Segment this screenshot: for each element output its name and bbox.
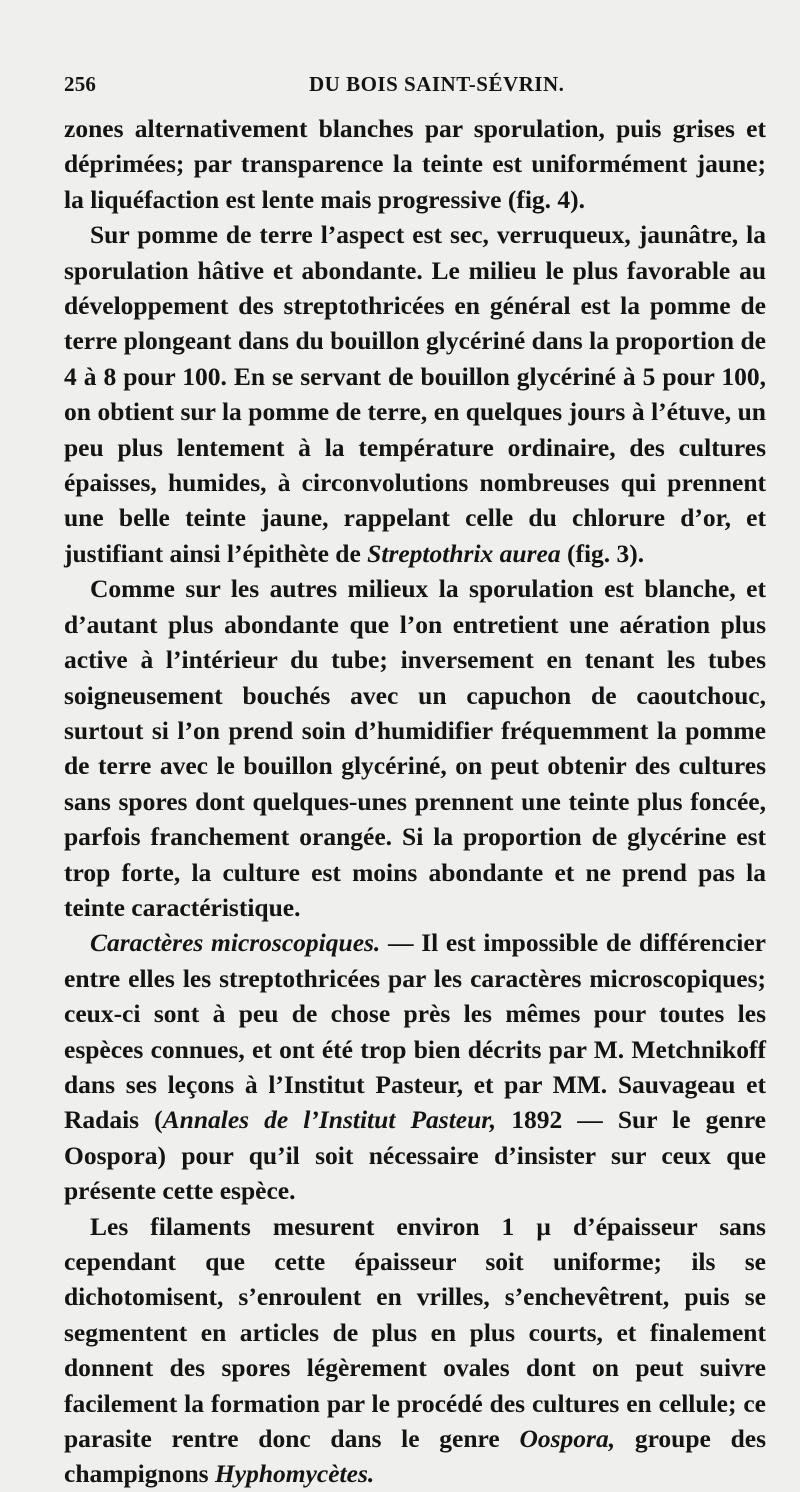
paragraph-text: 1892 — Sur le genre Oospora) pour qu’il soit nécessaire d’insister sur ceux que présente cette espèce. [64,1105,766,1206]
genus-name: Oospora, [519,1424,616,1454]
paragraph-text: Sur pomme de terre l’aspect est sec, verruqueux, jaunâtre, la sporulation hâtive et abondante. Le milieu le plus favorable au développement des streptothricées en général est la pomme de terre plongeant dans du bouillon glycériné dans la proportion de 4 à 8 pour 100. En se servant de bouillon glycériné à 5 pour 100, on obtient sur la pomme de terre, en quelques jours à l’étuve, un peu plus lentement à la température ordinaire, des cultures épaisses, humides, à circonvolutions nombreuses qui prennent une belle teinte jaune, rappelant celle du chlorure d’or, et justifiant ainsi l’épithète de [64,220,766,568]
citation-title: Annales de l’Institut Pasteur, [162,1105,497,1135]
page-body [64,111,766,1492]
paragraph [64,217,766,571]
group-name: Hyphomycètes. [214,1459,375,1489]
section-lead: Caractères microscopiques. [90,928,381,958]
paragraph-text: Les filaments mesurent environ 1 µ d’épaisseur sans cependant que cette épaisseur soit uniforme; ils se dichotomisent, s’enroulent en vrilles, s’enchevêtrent, puis se segmentent en articles de plus en plus courts, et finalement donnent des spores légèrement ovales dont on peut suivre facilement la formation par le procédé des cultures en cellule; ce parasite rentre donc dans le genre [64,1211,766,1454]
paragraph-text: zones alternativement blanches par sporulation, puis grises et déprimées; par transparence la teinte est uniformément jaune; la liquéfaction est lente mais progressive (fig. 4). [64,114,766,214]
paragraph [64,925,766,1208]
page-number: 256 [64,72,97,96]
paragraph-text: groupe des champignons [64,1424,766,1489]
paragraph [64,111,766,217]
species-name: Streptothrix aurea [367,538,561,568]
paragraph [64,1209,766,1492]
page-header [64,72,766,97]
paragraph [64,571,766,925]
paragraph-text: (fig. 3). [560,538,645,568]
running-title: DU BOIS SAINT-SÉVRIN. [309,72,565,96]
paragraph-text: — Il est impossible de différencier entre elles les streptothricées par les caractères microscopiques; ceux-ci sont à peu de chose près les mêmes pour toutes les espèces connues, et ont été trop bien décrits par M. Metchnikoff dans ses leçons à l’Institut Pasteur, et par MM. Sauvageau et Radais ( [64,928,766,1135]
paragraph-text: Comme sur les autres milieux la sporulation est blanche, et d’autant plus abondante que l’on entretient une aération plus active à l’intérieur du tube; inversement en tenant les tubes soigneusement bouchés avec un capuchon de caoutchouc, surtout si l’on prend soin d’humidifier fréquemment la pomme de terre avec le bouillon glycériné, on peut obtenir des cultures sans spores dont quelques-unes prennent une teinte plus foncée, parfois franchement orangée. Si la proportion de glycérine est trop forte, la culture est moins abondante et ne prend pas la teinte caractéristique. [64,574,766,922]
